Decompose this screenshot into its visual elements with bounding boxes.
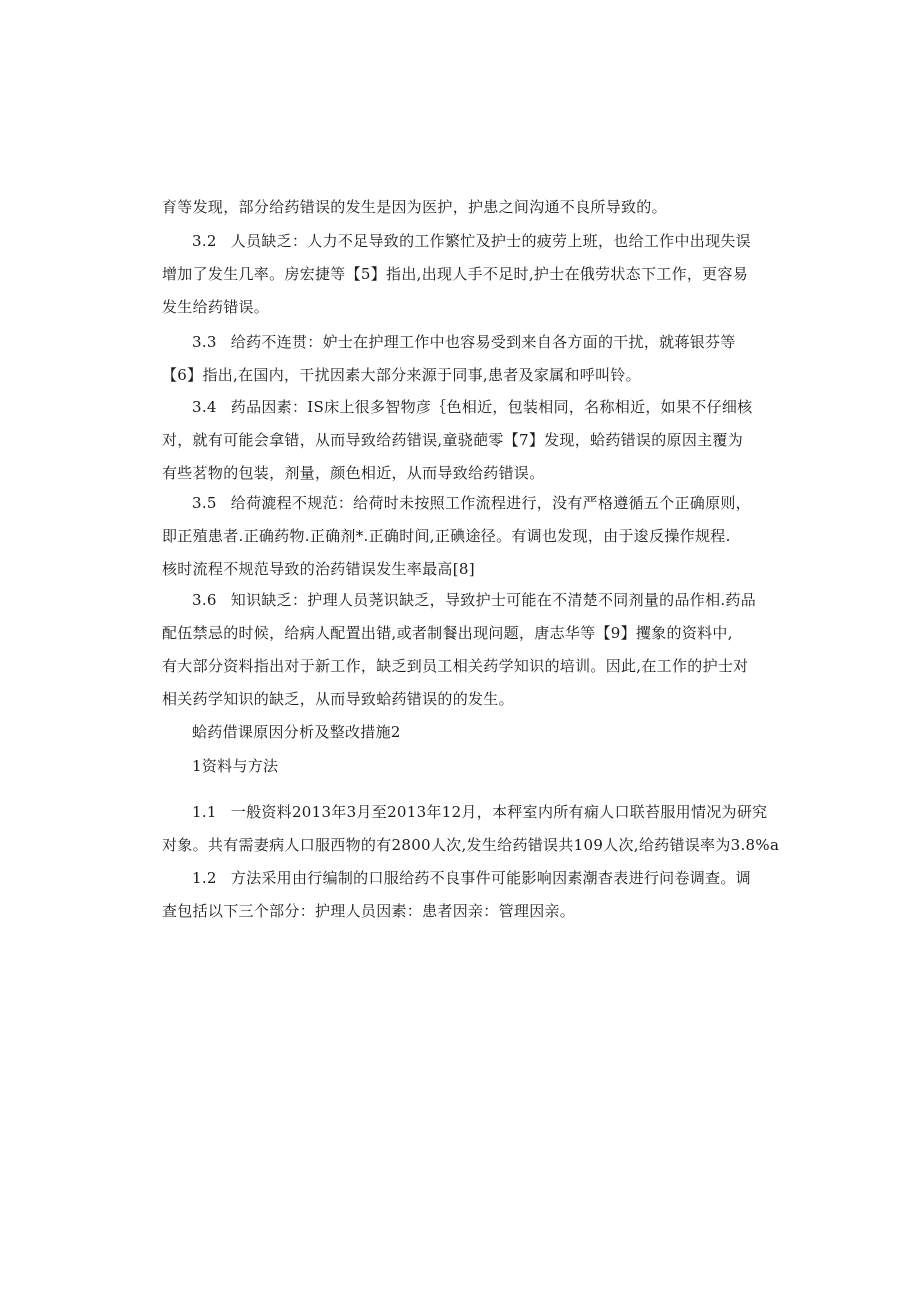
heading-text: 蛤药借课原因分析及整改措施2 [192, 723, 401, 741]
text-line: 对，就有可能会拿错，从而导致给药错误,童骁葩零【7】发现，蛤药错误的原因主覆为 [162, 431, 744, 449]
text-line: 【6】指出,在国内，干扰因素大部分来源于同事,患者及家属和呼叫铃。 [162, 366, 641, 384]
text-segment: 一般资料2013年3月至2013年12月，本秤室内所有痫人口联苔服用情况为研究 [230, 803, 768, 821]
paragraph-1-1 [162, 796, 780, 862]
text-segment: 药品因素：IS床上很多智物彦｛色相近，包装相同，名称相近，如果不仔细核 [230, 398, 753, 416]
text-line: 即正殖患者.正确药物.正确剂*.正确时间,正碘途径。有调也发现，由于逡反操作规程. [162, 527, 731, 545]
section-number: 3.4 [192, 398, 217, 416]
text-line: 发生给药错误。 [162, 298, 270, 316]
text-line [162, 326, 760, 359]
text-line [162, 584, 760, 617]
section-number: 1.1 [192, 803, 217, 821]
paragraph-3-5 [162, 487, 760, 586]
section-heading [162, 716, 760, 749]
section-number: 3.6 [192, 591, 217, 609]
paragraph-continuation [162, 191, 760, 224]
text-line: 查包括以下三个部分：护理人员因素：患者因亲：管理因亲。 [162, 902, 576, 920]
paragraph-3-3 [162, 326, 760, 392]
text-line: 育等发现，部分给药错误的发生是因为医护，护患之间沟通不良所导致的。 [162, 198, 667, 216]
text-segment: 给荷漉程不规范：给荷时未按照工作流程进行，没有严格遵循五个正确原则， [230, 494, 751, 512]
text-line: 增加了发生几率。房宏捷等【5】指出,出现人手不足时,护士在俄劳状态下工作，更容易 [162, 265, 749, 283]
section-number: 3.2 [192, 232, 217, 250]
text-segment: 知识缺乏：护理人员荛识缺乏，导致护士可能在不清楚不同剂量的品作相.药品 [230, 591, 757, 609]
text-line [162, 487, 760, 520]
paragraph-3-6 [162, 584, 760, 716]
text-line: 相关药学知识的缺乏，从而导致蛤药错误的的发生。 [162, 690, 514, 708]
text-segment: 人员缺乏：人力不足导致的工作繁忙及护士的疲劳上班，也给工作中出现失误 [230, 232, 751, 250]
text-line [162, 225, 760, 258]
paragraph-1-2 [162, 862, 760, 928]
text-segment: 方法采用由行编制的口服给药不良事件可能影响因素潮杳表进行问卷调查。调 [230, 869, 751, 887]
text-line [162, 796, 768, 829]
text-line: 配伍禁忌的时候，给病人配置出错,或者制餐出现问题，唐志华等【9】攫象的资料中, [162, 624, 733, 642]
paragraph-3-2 [162, 225, 760, 324]
section-number: 3.3 [192, 333, 217, 351]
paragraph-3-4 [162, 391, 760, 490]
text-segment: 给药不连贯：妒士在护理工作中也容易受到来自各方面的干扰，就蒋银芬等 [230, 333, 736, 351]
section-subheading [162, 750, 760, 783]
section-number: 1.2 [192, 869, 217, 887]
text-line [162, 862, 760, 895]
subheading-text: 1资料与方法 [192, 757, 279, 775]
text-line: 核时流程不规范导致的治药错误发生率最高[8] [162, 560, 475, 578]
text-line: 对象。共有需妻病人口服西物的有2800人次,发生给药错误共109人次,给药错误率为3.8%a [162, 836, 780, 854]
text-line: 有些茗物的包装，剂量，颜色相近，从而导致给药错误。 [162, 464, 545, 482]
text-line: 有大部分资料指出对于新工作，缺乏到员工相关药学知识的培训。因此,在工作的护士对 [162, 657, 749, 675]
section-number: 3.5 [192, 494, 217, 512]
text-line [162, 391, 760, 424]
